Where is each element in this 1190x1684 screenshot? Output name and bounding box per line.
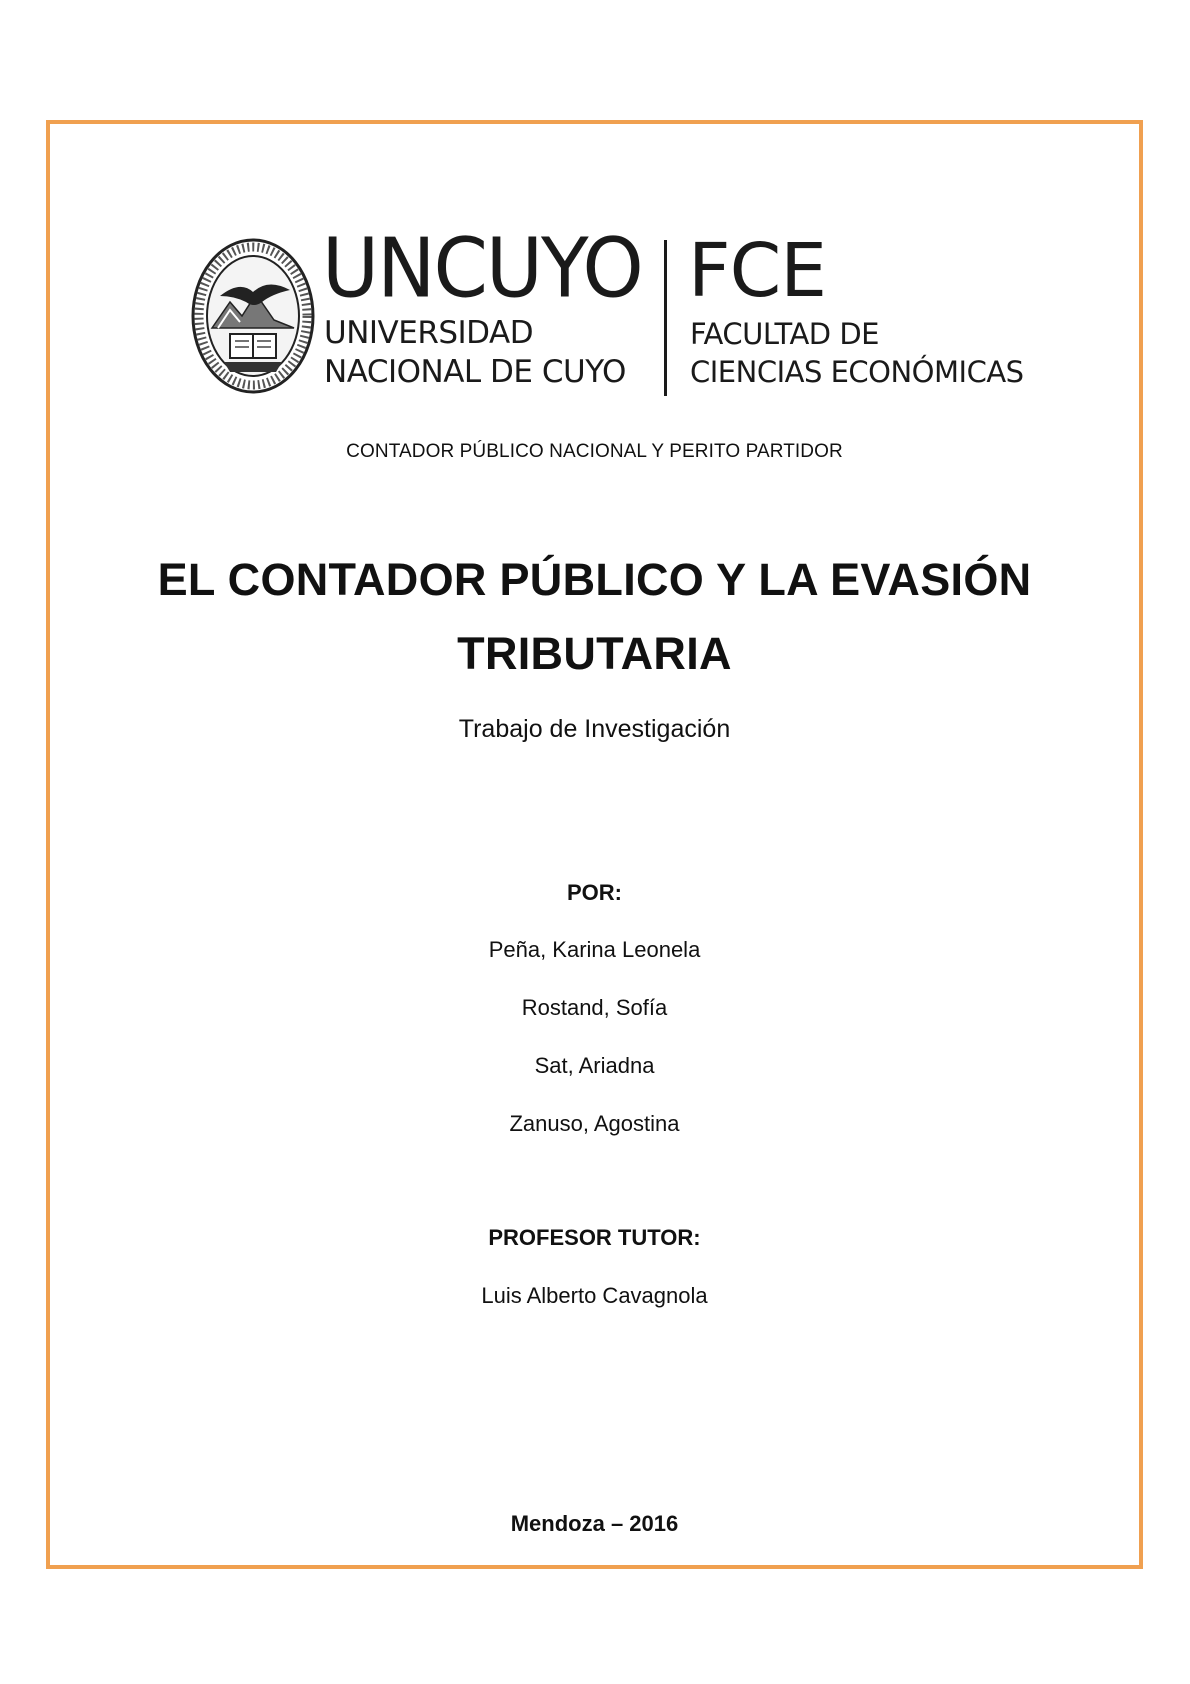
university-name-line2: NACIONAL DE CUYO (324, 354, 626, 390)
university-seal-icon (190, 236, 316, 396)
faculty-name-line2: CIENCIAS ECONÓMICAS (690, 355, 1024, 389)
document-title (46, 543, 1143, 691)
document-subtitle: Trabajo de Investigación (458, 715, 731, 743)
authors-label: POR: (567, 880, 622, 905)
author-name: Zanuso, Agostina (509, 1111, 680, 1136)
place-and-year: Mendoza – 2016 (510, 1511, 679, 1536)
title-line2: TRIBUTARIA (457, 628, 732, 679)
author-name: Peña, Karina Leonela (488, 937, 701, 962)
author-name: Rostand, Sofía (521, 995, 668, 1020)
faculty-name-line1: FACULTAD DE (690, 317, 879, 351)
title-line1: EL CONTADOR PÚBLICO Y LA EVASIÓN (157, 554, 1032, 605)
tutor-label: PROFESOR TUTOR: (488, 1225, 701, 1250)
university-name-line1: UNIVERSIDAD (324, 315, 534, 351)
career-name: CONTADOR PÚBLICO NACIONAL Y PERITO PARTIDOR (346, 441, 843, 462)
university-logo (190, 221, 1060, 401)
author-name: Sat, Ariadna (534, 1053, 655, 1078)
logo-divider (664, 240, 667, 396)
tutor-name: Luis Alberto Cavagnola (481, 1283, 708, 1308)
university-short-name: UNCUYO (322, 221, 642, 317)
faculty-short-name: FCE (688, 228, 826, 314)
